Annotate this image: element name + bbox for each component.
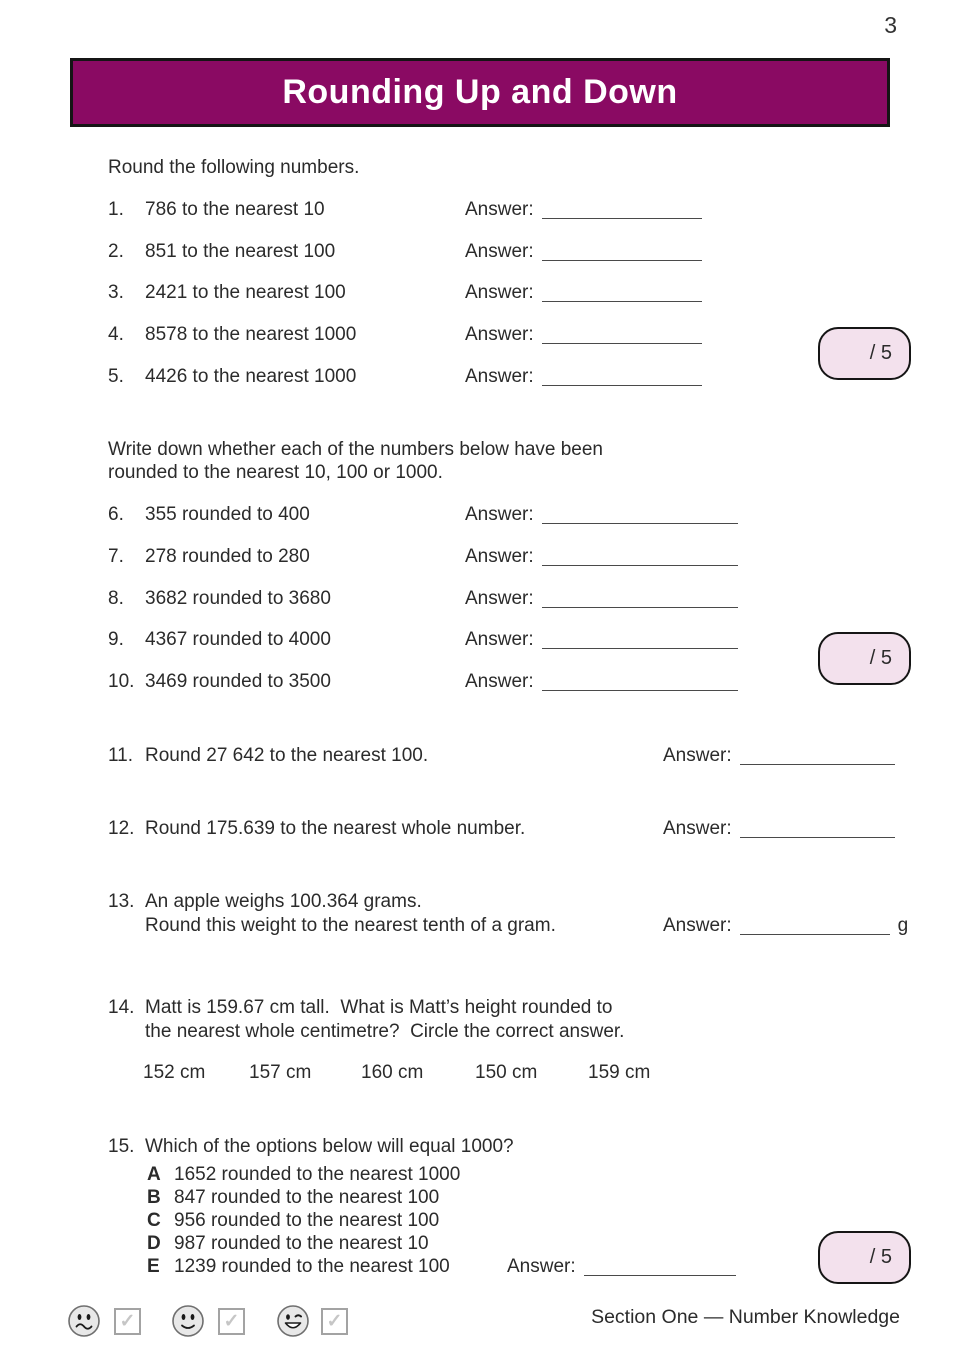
answer-row — [465, 545, 738, 569]
option-letter: E — [147, 1256, 160, 1277]
question-text: 786 to the nearest 10 — [145, 199, 325, 220]
question-number: 1. — [108, 199, 124, 220]
page-title: Rounding Up and Down — [282, 73, 678, 111]
circle-option[interactable]: 157 cm — [249, 1062, 312, 1083]
option-letter: A — [147, 1164, 161, 1185]
answer-row — [465, 281, 702, 305]
question-text: 4367 rounded to 4000 — [145, 629, 331, 650]
question-number: 6. — [108, 504, 124, 525]
happy-wink-face-icon — [277, 1305, 309, 1337]
question-number: 8. — [108, 588, 124, 609]
answer-line[interactable] — [542, 593, 738, 608]
answer-label: Answer: — [465, 199, 534, 220]
question-text: the nearest whole centimetre? Circle the correct answer. — [145, 1021, 625, 1042]
question-number: 15. — [108, 1136, 135, 1157]
answer-line[interactable] — [542, 371, 702, 386]
question-number: 11. — [108, 745, 134, 766]
answer-row — [465, 587, 738, 611]
question-number: 5. — [108, 366, 124, 387]
check-icon: ✓ — [119, 1311, 136, 1332]
circle-option[interactable]: 159 cm — [588, 1062, 651, 1083]
sad-face-icon — [68, 1305, 100, 1337]
answer-row — [465, 365, 702, 389]
answer-line[interactable] — [740, 750, 895, 765]
answer-row — [465, 240, 702, 264]
question-number: 4. — [108, 324, 124, 345]
answer-label: Answer: — [465, 504, 534, 525]
answer-line[interactable] — [542, 287, 702, 302]
question-number: 12. — [108, 818, 135, 839]
question-text: An apple weighs 100.364 grams. — [145, 891, 422, 912]
answer-row — [465, 323, 702, 347]
score-box[interactable] — [818, 327, 911, 380]
answer-line[interactable] — [542, 329, 702, 344]
question-text: Round 27 642 to the nearest 100. — [145, 745, 429, 766]
question-text: Round this weight to the nearest tenth of a gram. — [145, 915, 556, 936]
answer-row — [465, 198, 702, 222]
score-label: / 5 — [869, 647, 892, 669]
question-text: Round 175.639 to the nearest whole number. — [145, 818, 526, 839]
self-assess-checkbox[interactable] — [321, 1308, 348, 1335]
circle-option[interactable]: 160 cm — [361, 1062, 424, 1083]
question-number: 10. — [108, 671, 135, 692]
circle-option[interactable]: 150 cm — [475, 1062, 538, 1083]
answer-line[interactable] — [542, 634, 738, 649]
answer-label: Answer: — [507, 1256, 576, 1277]
score-box[interactable] — [818, 632, 911, 685]
answer-label: Answer: — [663, 818, 732, 839]
answer-label: Answer: — [465, 241, 534, 262]
option-letter: D — [147, 1233, 161, 1254]
section2-instruction-line2: rounded to the nearest 10, 100 or 1000. — [108, 462, 443, 483]
neutral-face-icon — [172, 1305, 204, 1337]
footer-section-label: Section One — Number Knowledge — [591, 1306, 900, 1328]
option-text: 956 rounded to the nearest 100 — [174, 1210, 440, 1231]
option-text: 987 rounded to the nearest 10 — [174, 1233, 429, 1254]
option-letter: B — [147, 1187, 161, 1208]
answer-row — [507, 1255, 736, 1279]
answer-row — [663, 744, 895, 768]
score-box[interactable] — [818, 1231, 911, 1284]
question-number: 14. — [108, 997, 135, 1018]
answer-line[interactable] — [740, 823, 895, 838]
section2-instruction-line1: Write down whether each of the numbers below have been — [108, 439, 604, 460]
question-text: Which of the options below will equal 1000? — [145, 1136, 514, 1157]
question-text: 8578 to the nearest 1000 — [145, 324, 357, 345]
self-assess-checkbox[interactable] — [218, 1308, 245, 1335]
answer-label: Answer: — [663, 915, 732, 936]
section1-instruction: Round the following numbers. — [108, 157, 360, 178]
question-text: 3469 rounded to 3500 — [145, 671, 331, 692]
question-number: 2. — [108, 241, 124, 262]
answer-line[interactable] — [740, 920, 890, 935]
answer-line[interactable] — [542, 204, 702, 219]
score-label: / 5 — [869, 1246, 892, 1268]
question-text: 2421 to the nearest 100 — [145, 282, 346, 303]
circle-option[interactable]: 152 cm — [143, 1062, 206, 1083]
answer-label: Answer: — [465, 324, 534, 345]
unit-label: g — [897, 915, 909, 936]
answer-line[interactable] — [542, 551, 738, 566]
option-text: 1239 rounded to the nearest 100 — [174, 1256, 450, 1277]
question-number: 13. — [108, 891, 135, 912]
check-icon: ✓ — [223, 1311, 240, 1332]
option-letter: C — [147, 1210, 161, 1231]
question-text: 851 to the nearest 100 — [145, 241, 336, 262]
answer-label: Answer: — [465, 282, 534, 303]
answer-row — [465, 503, 738, 527]
question-text: 355 rounded to 400 — [145, 504, 310, 525]
answer-label: Answer: — [663, 745, 732, 766]
score-label: / 5 — [869, 342, 892, 364]
answer-line[interactable] — [542, 509, 738, 524]
answer-row — [465, 628, 738, 652]
question-number: 7. — [108, 546, 124, 567]
question-text: 3682 rounded to 3680 — [145, 588, 331, 609]
question-text: 4426 to the nearest 1000 — [145, 366, 357, 387]
answer-label: Answer: — [465, 629, 534, 650]
answer-label: Answer: — [465, 546, 534, 567]
answer-row — [465, 670, 738, 694]
check-icon: ✓ — [326, 1311, 343, 1332]
question-text: Matt is 159.67 cm tall. What is Matt’s height rounded to — [145, 997, 613, 1018]
self-assess-checkbox[interactable] — [114, 1308, 141, 1335]
answer-line[interactable] — [584, 1261, 736, 1276]
question-number: 3. — [108, 282, 124, 303]
question-text: 278 rounded to 280 — [145, 546, 310, 567]
option-text: 1652 rounded to the nearest 1000 — [174, 1164, 461, 1185]
page-number: 3 — [884, 12, 897, 38]
title-banner — [70, 58, 890, 127]
answer-row — [663, 914, 908, 938]
answer-row — [663, 817, 895, 841]
answer-label: Answer: — [465, 366, 534, 387]
answer-line[interactable] — [542, 676, 738, 691]
question-number: 9. — [108, 629, 124, 650]
option-text: 847 rounded to the nearest 100 — [174, 1187, 440, 1208]
answer-label: Answer: — [465, 588, 534, 609]
answer-label: Answer: — [465, 671, 534, 692]
answer-line[interactable] — [542, 246, 702, 261]
